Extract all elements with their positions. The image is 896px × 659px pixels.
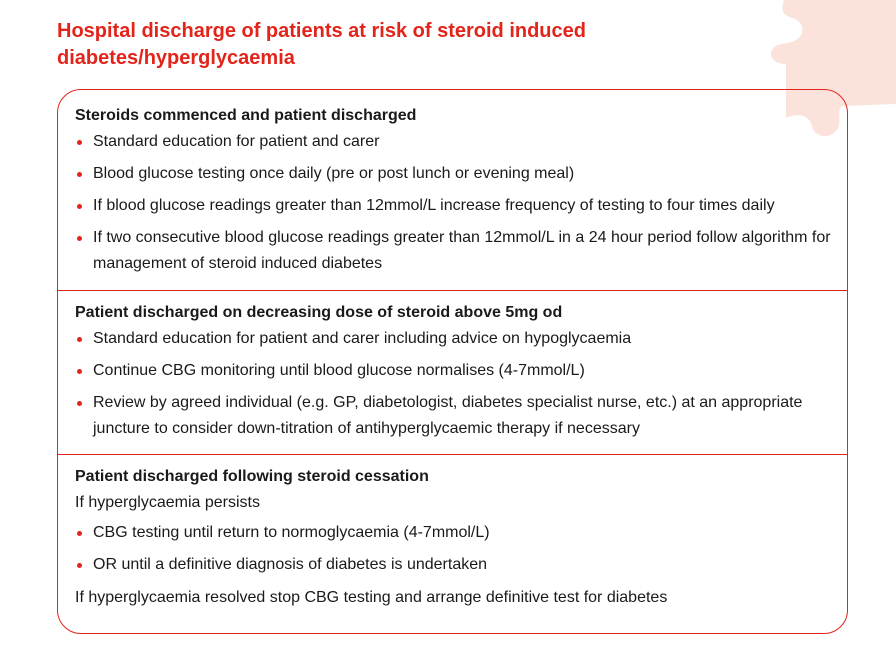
- section-heading: Patient discharged on decreasing dose of steroid above 5mg od: [75, 304, 563, 321]
- section-heading: Patient discharged following steroid cessation: [75, 468, 429, 485]
- section-steroids-commenced: [58, 90, 847, 291]
- bullet-icon: [77, 337, 82, 342]
- bullet-list: [75, 129, 833, 277]
- closing-text: If hyperglycaemia resolved stop CBG testing and arrange definitive test for diabetes: [75, 589, 668, 606]
- list-item: Standard education for patient and carer: [75, 129, 833, 155]
- bullet-icon: [77, 531, 82, 536]
- bullet-icon: [77, 204, 82, 209]
- list-item: Blood glucose testing once daily (pre or post lunch or evening meal): [75, 161, 833, 187]
- bullet-icon: [77, 172, 82, 177]
- list-item: Continue CBG monitoring until blood glucose normalises (4-7mmol/L): [75, 358, 833, 384]
- list-item: Standard education for patient and carer including advice on hypoglycaemia: [75, 326, 833, 352]
- intro-text: If hyperglycaemia persists: [75, 494, 260, 511]
- list-item: If blood glucose readings greater than 12mmol/L increase frequency of testing to four times daily: [75, 193, 833, 219]
- bullet-icon: [77, 563, 82, 568]
- bullet-list: [75, 520, 833, 578]
- discharge-flow-box: [57, 89, 848, 634]
- list-item: CBG testing until return to normoglycaemia (4-7mmol/L): [75, 520, 833, 546]
- section-decreasing-dose: [58, 291, 847, 455]
- page-title: Hospital discharge of patients at risk of steroid induced diabetes/hyperglycaemia: [57, 20, 586, 69]
- bullet-icon: [77, 236, 82, 241]
- bullet-icon: [77, 140, 82, 145]
- list-item: OR until a definitive diagnosis of diabetes is undertaken: [75, 552, 833, 578]
- bullet-icon: [77, 401, 82, 406]
- bullet-list: [75, 326, 833, 442]
- section-heading: Steroids commenced and patient discharged: [75, 107, 417, 124]
- section-steroid-cessation: [58, 455, 847, 633]
- list-item: Review by agreed individual (e.g. GP, diabetologist, diabetes specialist nurse, etc.) at an appropriate juncture to consider down-titration of antihyperglycaemic therapy if necessary: [75, 390, 833, 442]
- bullet-icon: [77, 369, 82, 374]
- list-item: If two consecutive blood glucose readings greater than 12mmol/L in a 24 hour period follow algorithm for management of steroid induced diabetes: [75, 225, 833, 277]
